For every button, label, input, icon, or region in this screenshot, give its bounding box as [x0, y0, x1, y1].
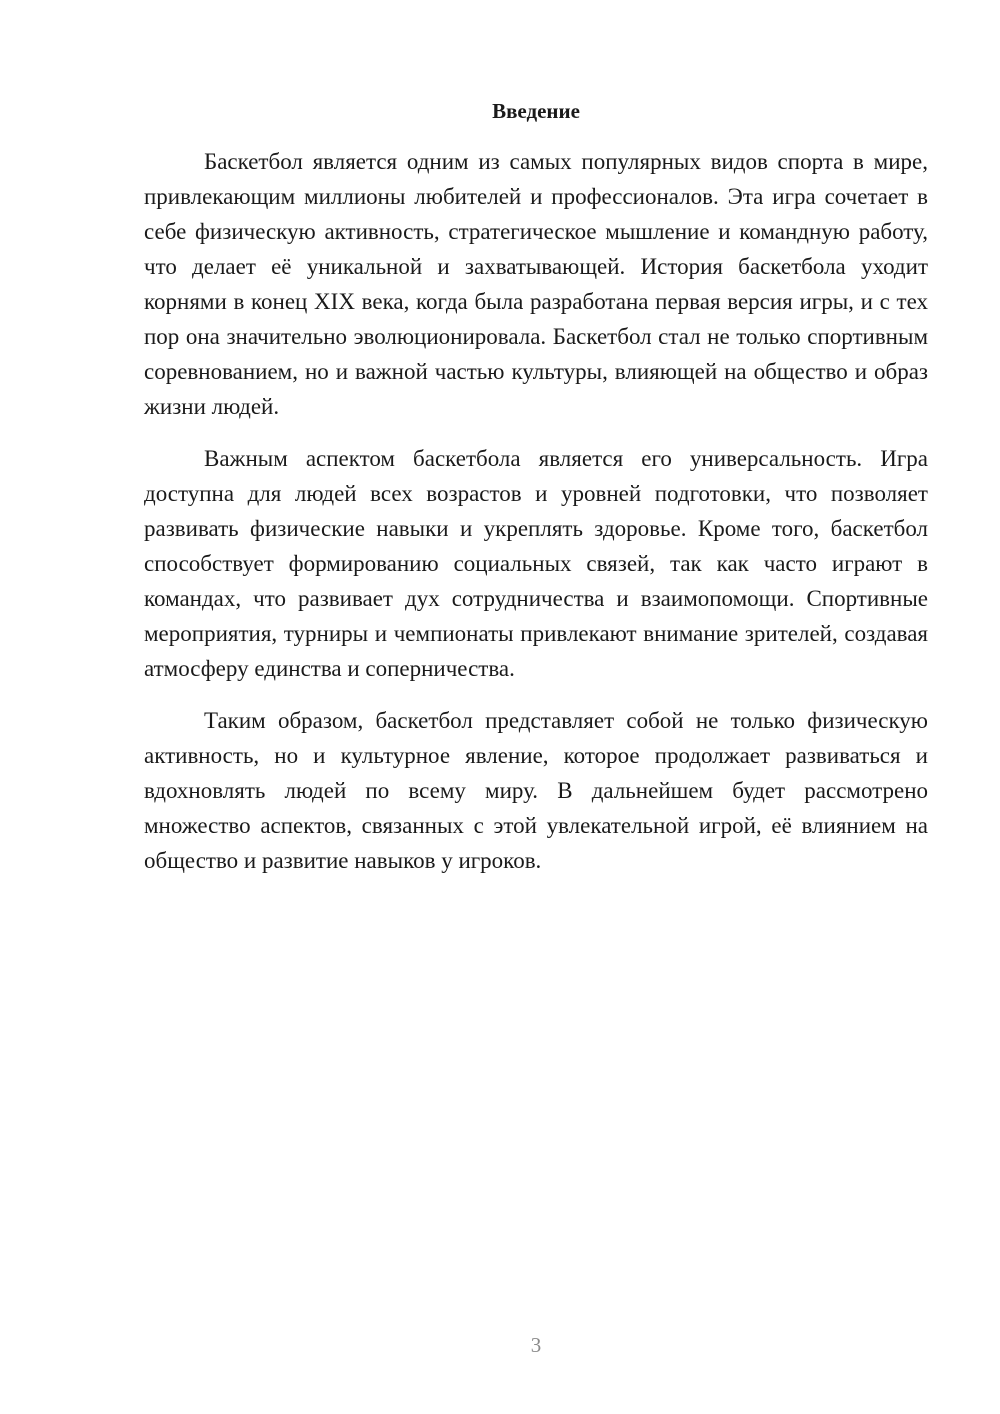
paragraph-2: Важным аспектом баскетбола является его универсальность. Игра доступна для людей всех возрастов и уровней подготовки, что позволяет развивать физические навыки и укреплять здоровье. Кроме того, баскетбол способствует формированию социальных связей, так как часто играют в командах, что развивает дух сотрудничества и взаимопомощи. Спортивные мероприятия, турниры и чемпионаты привлекают внимание зрителей, создавая атмосферу единства и соперничества. — [144, 446, 928, 681]
section-title: Введение — [492, 99, 580, 123]
paragraph-1: Баскетбол является одним из самых популярных видов спорта в мире, привлекающим миллионы любителей и профессионалов. Эта игра сочетает в себе физическую активность, стратегическое мышление и командную работу, что делает её уникальной и захватывающей. История баскетбола уходит корнями в конец XIX века, когда была разработана первая версия игры, и с тех пор она значительно эволюционировала. Баскетбол стал не только спортивным соревнованием, но и важной частью культуры, влияющей на общество и образ жизни людей. — [144, 149, 928, 419]
page-number: 3 — [530, 1333, 542, 1357]
page-content — [144, 96, 928, 895]
paragraph-3: Таким образом, баскетбол представляет собой не только физическую активность, но и культурное явление, которое продолжает развиваться и вдохновлять людей по всему миру. В дальнейшем будет рассмотрено множество аспектов, связанных с этой увлекательной игрой, её влиянием на общество и развитие навыков у игроков. — [144, 708, 928, 873]
